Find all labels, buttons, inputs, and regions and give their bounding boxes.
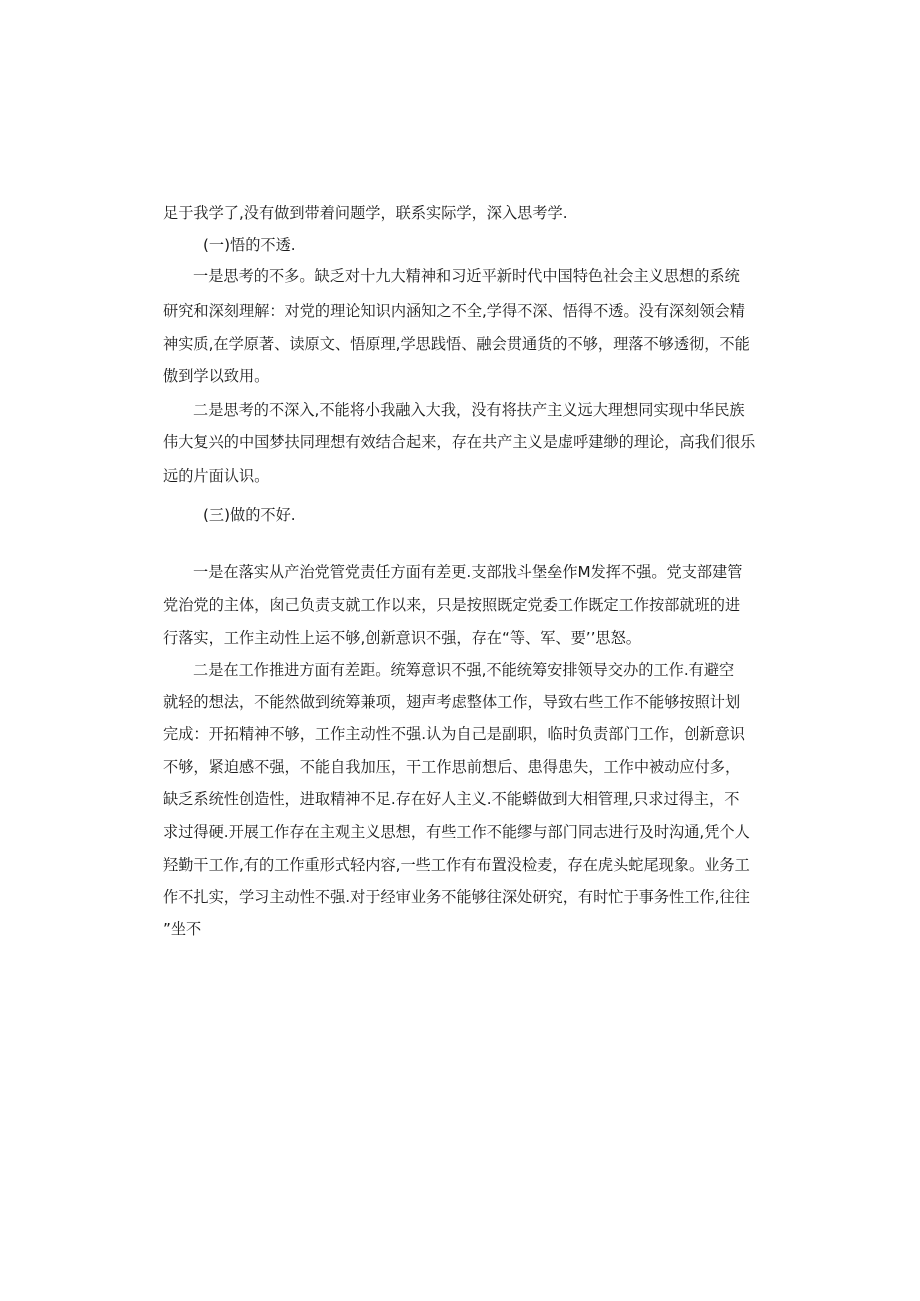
paragraph-start-line: 一是在落实从产治党管党责任方面有差更.支部戕斗堡垒作M发挥不强。党支部建管: [193, 563, 743, 581]
text-line: ”坐不: [163, 920, 202, 938]
paragraph-start-line: 二是思考的不深入,不能将小我融入大我，没有将扶产主义远大理想同实现中华民族: [193, 401, 745, 419]
text-line: 研究和深刻理解：对党的理论知识内涵知之不全,学得不深、悟得不透。没有深刻领会精: [163, 302, 745, 320]
text-line: 作不扎实，学习主动性不强.对于经审业务不能够往深处研究，有时忙于事务性工作,往往: [163, 888, 750, 906]
text-line: 行落实，工作主动性上运不够,创新意识不强，存在“等、军、要’’思怒。: [163, 629, 641, 647]
section-heading: (一)悟的不透.: [203, 236, 296, 254]
text-line: 不够，紧迫感不强，不能自我加压，干工作思前想后、患得患失，工作中被动应付多，: [163, 758, 741, 776]
text-line: 神实质,在学原著、读原文、悟原理,学思践悟、融会贯通货的不够，理落不够透彻，不能: [163, 335, 750, 353]
paragraph-start-line: 一是思考的不多。缺乏对十九大精神和习近平新时代中国特色社会主义思想的系统: [193, 267, 740, 285]
paragraph-start-line: 二是在工作推进方面有差距。统筹意识不强,不能统筹安排领导交办的工作.有避空: [193, 661, 735, 679]
text-line: 足于我学了,没有做到带着问题学，联系实际学，深入思考学.: [163, 204, 568, 222]
text-line: 远的片面认识。: [163, 467, 270, 485]
text-line: 完成：开拓精神不够，工作主动性不强.认为自己是副职，临时负责部门工作，创新意识: [163, 725, 745, 743]
text-line: 羟勤干工作,有的工作重形式轻内容,一些工作有布置没检麦，存在虎头蛇尾现象。业务工: [163, 856, 750, 874]
text-line: 求过得硬.开展工作存在主观主义思想，有些工作不能缪与部门同志进行及时沟通,凭个人: [163, 823, 750, 841]
text-line: 党治党的主体，囱己负责支就工作以来，只是按照既定党委工作既定工作按部就班的进: [163, 596, 741, 614]
text-line: 就轻的想法，不能然做到统筹兼项，翅声考虑整体工作，导致右些工作不能够按照计划: [163, 693, 741, 711]
text-line: 伟大复兴的中国梦扶同理想有效结合起来，存在共产主义是虚呼建缈的理论，高我们很乐: [163, 433, 756, 451]
section-heading: (三)做的不好.: [203, 506, 296, 524]
text-line: 缺乏系统性创造性，进取精神不足.存在好人主义.不能蟒做到大相管理,只求过得主，不: [163, 790, 740, 808]
text-line: 傲到学以致用。: [163, 367, 270, 385]
